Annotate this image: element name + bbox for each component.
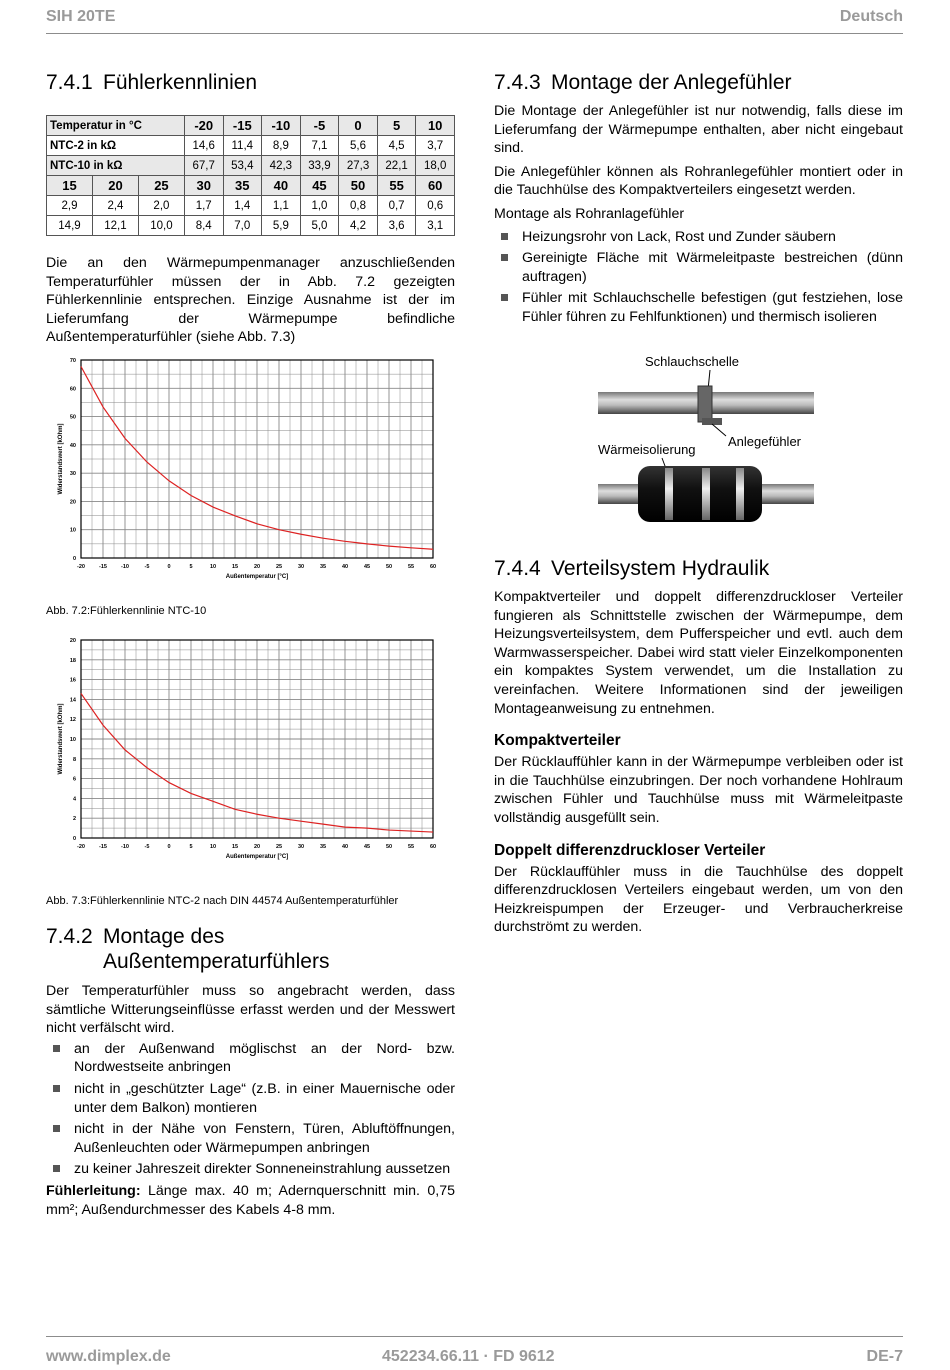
hydraulic-paragraph: Kompaktverteiler und doppelt differenzdruckloser Verteiler fungieren als Schnittstelle zwischen der Wärmepumpe, dem Heizungsverteilsystem, dem Pufferspeicher und evtl. auch dem Warmwasserspeicher. Dabei wird statt vieler Einzelkomponenten ein kompaktes System verwendet, um die Installation zu vereinfachen. Weitere Informationen sind der jeweiligen Montageanweisung zu entnehmen. [494, 589, 903, 717]
cable-spec-paragraph [46, 1182, 455, 1219]
table-cell: 53,4 [223, 156, 262, 176]
x-tick-label: 40 [341, 564, 349, 570]
y-tick-label: 16 [69, 677, 76, 684]
x-tick-label: 10 [209, 564, 217, 570]
table-cell: -10 [262, 116, 301, 136]
y-tick-label: 40 [69, 442, 76, 449]
section-heading: 7.4.2 Montage des Außentemperaturfühlers [46, 925, 330, 973]
table-cell: 3,1 [416, 216, 455, 236]
cable-label: Fühlerleitung: [46, 1182, 141, 1199]
y-tick-label: 6 [72, 776, 76, 783]
y-tick-label: 60 [69, 386, 76, 393]
table-cell: 12,1 [92, 216, 138, 236]
x-tick-label: 0 [167, 844, 171, 850]
x-axis-label: Außentemperatur [°C] [225, 574, 289, 580]
contact-sensor-p2: Die Anlegefühler können als Rohranlegefühler montiert oder in die Tauchhülse des Kompaktverteilers eingesetzt werden. [494, 163, 903, 199]
header-rule [46, 33, 903, 34]
table-cell: 4,2 [339, 216, 378, 236]
table-cell: 7,1 [300, 136, 339, 156]
table-cell: 25 [138, 176, 184, 196]
intro-paragraph-container [46, 254, 455, 347]
contact-sensor-p1: Die Montage der Anlegefühler ist nur notwendig, falls diese im Lieferumfang der Wärmepumpe enthalten, aber nicht eingebaut sind. [494, 103, 903, 157]
section-7-4-4 [494, 556, 903, 937]
x-tick-label: 25 [275, 844, 283, 850]
y-tick-label: 0 [72, 836, 76, 842]
x-tick-label: 60 [429, 564, 437, 570]
table-cell: 67,7 [184, 156, 223, 176]
label-clamp: Schlauchschelle [645, 354, 739, 369]
table-cell: 7,0 [223, 216, 262, 236]
double-distributor-paragraph: Der Rücklauffühler muss in die Tauchhülse des doppelt differenzdrucklosen Verteilers eingebaut werden, um von den Heizkreispumpen der Erzeuger- und Verbraucherkreise durchströmt zu werden. [494, 863, 903, 936]
label-insulation: Wärmeisolierung [598, 442, 696, 457]
x-axis-label: Außentemperatur [°C] [225, 854, 289, 860]
footer-doc-number: 452234.66.11 · FD 9612 [382, 1348, 555, 1365]
x-tick-label: 55 [407, 564, 415, 570]
x-tick-label: -5 [144, 564, 150, 570]
y-tick-label: 18 [69, 657, 76, 664]
x-tick-label: 10 [209, 844, 217, 850]
contact-sensor-p3: Montage als Rohranlagefühler [494, 205, 685, 222]
table-cell: 55 [377, 176, 416, 196]
table-cell: 2,9 [47, 196, 93, 216]
table-cell: 30 [184, 176, 223, 196]
y-tick-label: 10 [69, 737, 76, 743]
table-cell: -5 [300, 116, 339, 136]
y-tick-label: 20 [69, 499, 76, 506]
x-tick-label: 30 [297, 844, 305, 850]
y-tick-label: 0 [72, 556, 76, 562]
figure-caption-ntc10: Abb. 7.2:Fühlerkennlinie NTC-10 [46, 605, 207, 617]
list-item: an der Außenwand möglischst an der Nord- bzw. Nordwestseite anbringen [46, 1040, 455, 1077]
section-heading: 7.4.1 Fühlerkennlinien [46, 71, 258, 94]
contact-sensor-list [494, 228, 903, 327]
x-tick-label: 50 [385, 844, 393, 850]
table-cell: 1,4 [223, 196, 262, 216]
table-cell: 5,0 [300, 216, 339, 236]
table-cell: 33,9 [300, 156, 339, 176]
table-cell: 42,3 [262, 156, 301, 176]
table-cell: -20 [184, 116, 223, 136]
pipe-sensor-photo [590, 348, 820, 533]
y-axis-label: Widerstandswert [kOhm] [58, 423, 64, 495]
header-language: Deutsch [839, 8, 903, 25]
y-tick-label: 70 [69, 358, 76, 364]
x-tick-label: 15 [231, 564, 239, 570]
compact-distributor-paragraph: Der Rücklauffühler kann in der Wärmepumpe verbleiben oder ist in die Tauchhülse einzubringen. Der noch vorhandene Hohlraum zwischen Fühler und Tauchhülse muss mit Wärmeleitpaste vollständig ausgefüllt sein. [494, 754, 903, 826]
table-cell: 5,9 [262, 216, 301, 236]
x-tick-label: 20 [253, 844, 261, 850]
outdoor-sensor-list [46, 1040, 455, 1179]
footer-page-number: DE-7 [866, 1348, 903, 1365]
x-tick-label: -10 [121, 564, 129, 570]
x-tick-label: -10 [121, 844, 129, 850]
x-tick-label: 45 [363, 844, 371, 850]
x-tick-label: -20 [77, 564, 85, 570]
sensor-curve-table [46, 115, 455, 236]
table-cell: 27,3 [339, 156, 378, 176]
table-cell: 15 [47, 176, 93, 196]
ntc2-chart [46, 632, 466, 872]
x-tick-label: 20 [253, 564, 261, 570]
ntc10-chart [46, 352, 466, 592]
y-tick-label: 50 [69, 414, 76, 421]
y-axis-label: Widerstandswert [kOhm] [58, 703, 64, 775]
y-tick-label: 4 [72, 796, 76, 803]
cable-text: Länge max. 40 m; Adernquerschnitt min. 0,75 mm²; Außendurchmesser des Kabels 4-8 mm. [46, 1182, 455, 1218]
footer-website[interactable]: www.dimplex.de [46, 1348, 171, 1365]
x-tick-label: 40 [341, 844, 349, 850]
x-tick-label: 30 [297, 564, 305, 570]
list-item: nicht in der Nähe von Fenstern, Türen, Abluftöffnungen, Außenleuchten oder Wärmepumpen anbringen [46, 1120, 455, 1157]
y-tick-label: 12 [69, 717, 76, 724]
table-cell: 45 [300, 176, 339, 196]
y-tick-label: 30 [69, 471, 76, 478]
table-cell: 3,7 [416, 136, 455, 156]
table-cell: 10,0 [138, 216, 184, 236]
x-tick-label: 5 [189, 844, 193, 850]
x-tick-label: 25 [275, 564, 283, 570]
table-cell: 3,6 [377, 216, 416, 236]
table-cell: 5,6 [339, 136, 378, 156]
table-cell: 1,1 [262, 196, 301, 216]
x-tick-label: 35 [319, 844, 327, 850]
x-tick-label: -20 [77, 844, 85, 850]
x-tick-label: 5 [189, 564, 193, 570]
table-cell: 18,0 [416, 156, 455, 176]
header-product: SIH 20TE [46, 8, 116, 25]
y-tick-label: 8 [72, 756, 76, 763]
table-cell: NTC-10 in kΩ [47, 156, 185, 176]
table-cell: 11,4 [223, 136, 262, 156]
sensor-intro-paragraph: Die an den Wärmepumpenmanager anzuschließenden Temperaturfühler müssen der in Abb. 7.2 gezeigten Fühlerkennlinie entsprechen. Einzige Ausnahme ist der im Lieferumfang der Wärmepumpe befindliche Außentemperaturfühler (siehe Abb. 7.3) [46, 255, 455, 346]
table-cell: 4,5 [377, 136, 416, 156]
figure-caption-ntc2: Abb. 7.3:Fühlerkennlinie NTC-2 nach DIN 44574 Außentemperaturfühler [46, 895, 399, 907]
table-cell: 8,4 [184, 216, 223, 236]
x-tick-label: 0 [167, 564, 171, 570]
table-cell: 50 [339, 176, 378, 196]
y-tick-label: 2 [72, 816, 76, 823]
table-cell: 14,9 [47, 216, 93, 236]
x-tick-label: 60 [429, 844, 437, 850]
y-tick-label: 20 [69, 638, 76, 644]
x-tick-label: -15 [99, 844, 107, 850]
table-cell: 22,1 [377, 156, 416, 176]
x-tick-label: -5 [144, 844, 150, 850]
x-tick-label: 55 [407, 844, 415, 850]
x-tick-label: 45 [363, 564, 371, 570]
section-7-4-2 [46, 924, 455, 1219]
table-cell: 60 [416, 176, 455, 196]
table-cell: 10 [416, 116, 455, 136]
sensor-table-container [46, 115, 455, 236]
list-item: Gereinigte Fläche mit Wärmeleitpaste bestreichen (dünn auftragen) [494, 249, 903, 286]
y-tick-label: 10 [69, 527, 76, 534]
outdoor-sensor-paragraph: Der Temperaturfühler muss so angebracht werden, dass sämtliche Witterungseinflüsse erfasst werden und der Messwert nicht verfälscht wird. [46, 983, 455, 1037]
table-cell: 40 [262, 176, 301, 196]
section-7-4-1 [46, 70, 455, 95]
x-tick-label: 50 [385, 564, 393, 570]
y-tick-label: 14 [69, 697, 76, 704]
compact-distributor-heading: Kompaktverteiler [494, 732, 621, 750]
table-cell: 2,0 [138, 196, 184, 216]
table-cell: 8,9 [262, 136, 301, 156]
x-tick-label: 15 [231, 844, 239, 850]
table-cell: 1,0 [300, 196, 339, 216]
table-cell: 1,7 [184, 196, 223, 216]
table-cell: 0,6 [416, 196, 455, 216]
table-cell: -15 [223, 116, 262, 136]
table-cell: NTC-2 in kΩ [47, 136, 185, 156]
section-7-4-3 [494, 70, 903, 330]
x-tick-label: 35 [319, 564, 327, 570]
table-cell: 35 [223, 176, 262, 196]
label-sensor: Anlegefühler [728, 434, 801, 449]
table-cell: 2,4 [92, 196, 138, 216]
section-heading: 7.4.3 Montage der Anlegefühler [494, 71, 792, 94]
list-item: nicht in „geschützter Lage“ (z.B. in einer Mauernische oder unter dem Balkon) montieren [46, 1080, 455, 1117]
table-cell: 14,6 [184, 136, 223, 156]
list-item: zu keiner Jahreszeit direkter Sonneneinstrahlung aussetzen [46, 1160, 455, 1179]
table-cell: Temperatur in °C [47, 116, 185, 136]
list-item: Heizungsrohr von Lack, Rost und Zunder säubern [494, 228, 903, 247]
table-cell: 0,7 [377, 196, 416, 216]
table-cell: 0 [339, 116, 378, 136]
section-heading: 7.4.4 Verteilsystem Hydraulik [494, 557, 770, 580]
footer-rule [46, 1336, 903, 1337]
table-cell: 5 [377, 116, 416, 136]
double-distributor-heading: Doppelt differenzdruckloser Verteiler [494, 841, 766, 859]
table-cell: 20 [92, 176, 138, 196]
table-cell: 0,8 [339, 196, 378, 216]
x-tick-label: -15 [99, 564, 107, 570]
list-item: Fühler mit Schlauchschelle befestigen (gut festziehen, lose Fühler führen zu Fehlfunktionen) und thermisch isolieren [494, 289, 903, 326]
